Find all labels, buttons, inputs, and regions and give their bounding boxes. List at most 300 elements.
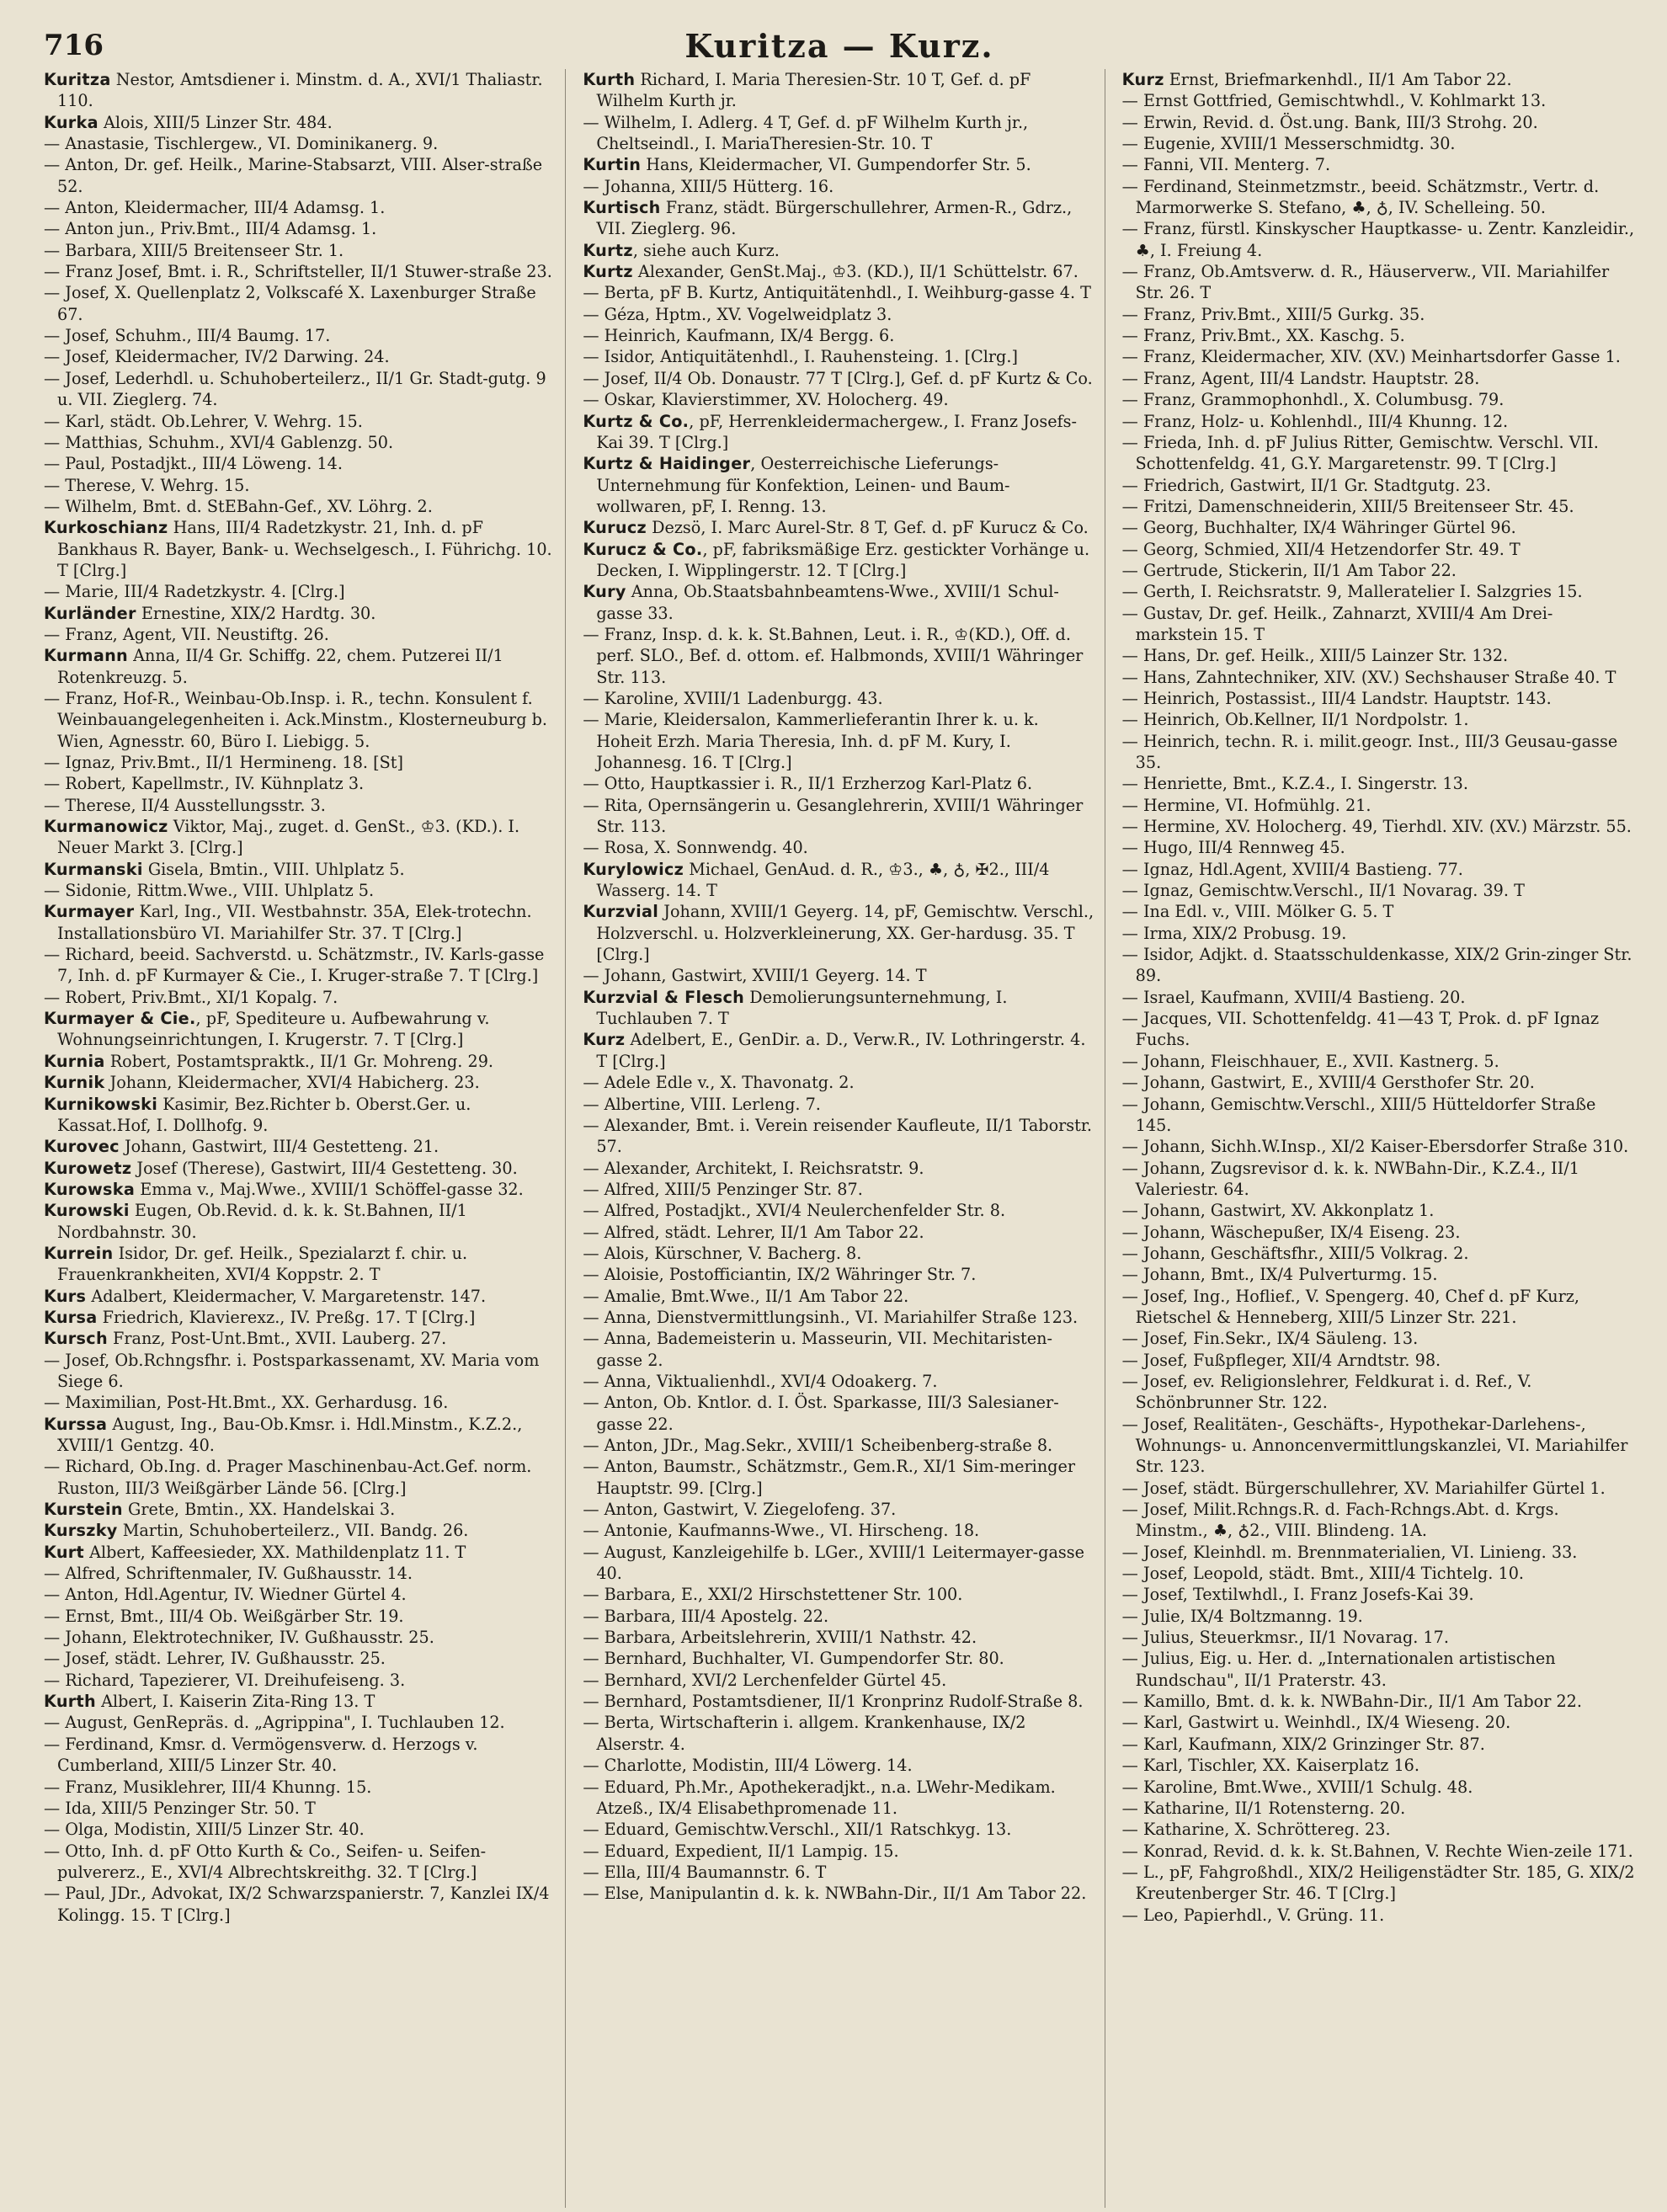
directory-entry	[1122, 112, 1635, 133]
entry-text: — Katharine, II/1 Rotensterng. 20.	[1121, 1798, 1406, 1818]
entry-name: Kurssa	[44, 1414, 108, 1434]
directory-entry	[1122, 1627, 1635, 1648]
entry-text: — Johann, Elektrotechniker, IV. Gußhausstr. 25.	[44, 1628, 434, 1648]
entry-text: — Johann, Geschäftsfhr., XIII/5 Volkrag. 2.	[1121, 1243, 1469, 1263]
entry-text: — Franz, Grammophonhdl., X. Columbusg. 79.	[1121, 390, 1505, 410]
entry-text: Eugen, Ob.Revid. d. k. k. St.Bahnen, II/1 Nordbahnstr. 30.	[57, 1201, 467, 1242]
entry-text: — Ignaz, Hdl.Agent, XVIII/4 Bastieng. 77.	[1121, 859, 1463, 879]
entry-text: — Ernst, Bmt., III/4 Ob. Weißgärber Str. 19.	[44, 1606, 404, 1626]
entry-text: — Adele Edle v., X. Thavonatg. 2.	[583, 1073, 855, 1093]
directory-entry	[583, 346, 1095, 367]
entry-text: — Antonie, Kaufmanns-Wwe., VI. Hirscheng. 18.	[583, 1521, 980, 1541]
directory-entry	[583, 1222, 1095, 1243]
directory-entry	[583, 261, 1095, 282]
directory-entry	[583, 795, 1095, 838]
directory-entry	[44, 1158, 557, 1179]
directory-entry	[583, 1243, 1095, 1264]
directory-entry	[44, 1712, 557, 1733]
directory-entry	[1122, 837, 1635, 858]
entry-text: — Fritzi, Damenschneiderin, XIII/5 Breitenseer Str. 45.	[1121, 496, 1574, 516]
directory-entry	[44, 645, 557, 688]
directory-entry	[1122, 1328, 1635, 1349]
directory-entry	[1122, 795, 1635, 816]
entry-text: — Alfred, Postadjkt., XVI/4 Neulerchenfelder Str. 8.	[583, 1201, 1006, 1221]
entry-text: — Anton, Hdl.Agentur, IV. Wiedner Gürtel 4.	[44, 1585, 407, 1605]
entry-text: — Karoline, Bmt.Wwe., XVIII/1 Schulg. 48.	[1121, 1777, 1473, 1797]
directory-entry	[1122, 603, 1635, 646]
directory-entry	[583, 773, 1095, 794]
directory-entry	[583, 1712, 1095, 1755]
directory-entry	[1122, 1648, 1635, 1691]
entry-name: Kurnikowski	[44, 1094, 158, 1114]
directory-entry	[1122, 154, 1635, 175]
entry-text: — Barbara, E., XXI/2 Hirschstettener Str. 100.	[583, 1585, 963, 1605]
entry-text: Emma v., Maj.Wwe., XVIII/1 Schöffel-gasse 32.	[135, 1179, 524, 1199]
entry-name: Kurmann	[44, 646, 129, 666]
directory-entry	[583, 1755, 1095, 1776]
directory-entry	[1122, 1841, 1635, 1862]
entry-text: — Fanni, VII. Menterg. 7.	[1121, 155, 1331, 175]
entry-text: Alexander, GenSt.Maj., ♔3. (KD.), II/1 Schüttelstr. 67.	[632, 262, 1078, 282]
directory-entry	[44, 1670, 557, 1691]
directory-entry	[44, 987, 557, 1008]
entry-text: — Bernhard, XVI/2 Lerchenfelder Gürtel 45.	[583, 1670, 947, 1690]
entry-text: — Heinrich, Postassist., III/4 Landstr. Hauptstr. 143.	[1121, 688, 1552, 708]
directory-entry	[44, 1072, 557, 1093]
directory-entry	[1122, 1008, 1635, 1051]
entry-text: — Anastasie, Tischlergew., VI. Dominikanerg. 9.	[44, 134, 439, 154]
entry-name: Kursch	[44, 1329, 108, 1349]
entry-text: — Erwin, Revid. d. Öst.ung. Bank, III/3 Strohg. 20.	[1121, 112, 1538, 132]
directory-entry	[1122, 944, 1635, 987]
directory-entry	[1122, 1264, 1635, 1285]
entry-text: — Franz, Insp. d. k. k. St.Bahnen, Leut. i. R., ♔(KD.), Off. d. perf. SLO., Bef. d. ottom. ef. Halbmonds, XVIII/1 Währinger Str. 113.	[583, 624, 1084, 687]
directory-entry	[583, 154, 1095, 175]
entry-text: — Irma, XIX/2 Probusg. 19.	[1121, 923, 1347, 943]
entry-text: Franz, städt. Bürgerschullehrer, Armen-R., Gdrz., VII. Zieglerg. 96.	[596, 198, 1073, 239]
directory-entry	[44, 1392, 557, 1413]
directory-entry	[583, 176, 1095, 197]
directory-entry	[1122, 987, 1635, 1008]
directory-entry	[44, 1777, 557, 1798]
entry-text: — Gerth, I. Reichsratstr. 9, Malleratelier I. Salzgries 15.	[1121, 582, 1583, 602]
entry-text: — Israel, Kaufmann, XVIII/4 Bastieng. 20.	[1121, 987, 1466, 1007]
directory-entry	[1122, 923, 1635, 944]
directory-entry	[583, 411, 1095, 454]
directory-entry	[1122, 1414, 1635, 1478]
entry-text: Ernestine, XIX/2 Hardtg. 30.	[136, 603, 376, 623]
entry-name: Kurt	[44, 1542, 85, 1562]
entry-name: Kurtz & Haidinger	[583, 454, 751, 474]
entry-text: — Ferdinand, Steinmetzmstr., beeid. Schätzmstr., Vertr. d. Marmorwerke S. Stefano, ♣, ♁, IV. Schelleing. 50.	[1121, 176, 1600, 218]
entry-name: Kurz	[583, 1030, 626, 1050]
entry-text: — Josef, Leopold, städt. Bmt., XIII/4 Tichtelg. 10.	[1121, 1564, 1525, 1584]
entry-text: — L., pF, Fahgroßhdl., XIX/2 Heiligenstädter Str. 185, G. XIX/2 Kreutenberger Str. 46. T [Clrg.]	[1121, 1862, 1635, 1904]
entry-text: — Josef, Textilwhdl., I. Franz Josefs-Kai 39.	[1121, 1585, 1474, 1605]
entry-text: — Hans, Zahntechniker, XIV. (XV.) Sechshauser Straße 40. T	[1121, 667, 1616, 687]
column-3	[1122, 69, 1635, 2208]
directory-entry	[44, 453, 557, 474]
entry-name: Kurtz & Co.	[583, 411, 690, 431]
directory-entry	[583, 517, 1095, 538]
entry-text: — Josef, Lederhdl. u. Schuhoberteilerz., II/1 Gr. Stadt-gutg. 9 u. VII. Zieglerg. 74.	[44, 368, 546, 410]
entry-name: Kurzvial & Flesch	[583, 987, 745, 1007]
entry-text: — Anna, Dienstvermittlungsinh., VI. Mariahilfer Straße 123.	[583, 1307, 1078, 1327]
entry-name: Kurstein	[44, 1500, 123, 1520]
entry-text: — Franz, Agent, VII. Neustiftg. 26.	[44, 624, 329, 644]
directory-entry	[583, 1883, 1095, 1904]
directory-entry	[44, 1328, 557, 1349]
directory-entry	[44, 1542, 557, 1563]
entry-text: Richard, I. Maria Theresien-Str. 10 T, Gef. d. pF Wilhelm Kurth jr.	[596, 70, 1031, 111]
entry-text: — Franz, Priv.Bmt., XX. Kaschg. 5.	[1121, 326, 1405, 346]
entry-name: Kurländer	[44, 603, 136, 623]
entry-text: Anna, II/4 Gr. Schiffg. 22, chem. Putzerei II/1 Rotenkreuzg. 5.	[57, 646, 503, 687]
directory-entry	[1122, 581, 1635, 602]
entry-text: — Anton, Baumstr., Schätzmstr., Gem.R., XI/1 Sim-meringer Hauptstr. 99. [Clrg.]	[583, 1457, 1075, 1498]
entry-text: — Isidor, Adjkt. d. Staatsschuldenkasse, XIX/2 Grin-zinger Str. 89.	[1121, 945, 1632, 986]
directory-entry	[1122, 1243, 1635, 1264]
entry-text: — Josef, Kleinhdl. m. Brennmaterialien, VI. Linieng. 33.	[1121, 1542, 1578, 1562]
entry-name: Kurylowicz	[583, 859, 684, 879]
directory-entry	[583, 1841, 1095, 1862]
entry-text: — Eduard, Gemischtw.Verschl., XII/1 Ratschkyg. 13.	[583, 1820, 1012, 1840]
entry-name: Kurmanski	[44, 859, 143, 879]
entry-name: Kurtz	[583, 262, 633, 282]
directory-entry	[44, 1648, 557, 1669]
entry-text: — Karl, Kaufmann, XIX/2 Grinzinger Str. 87.	[1121, 1734, 1485, 1754]
directory-entry	[583, 709, 1095, 773]
directory-entry	[1122, 90, 1635, 111]
entry-text: Johann, Kleidermacher, XVI/4 Habicherg. 23.	[104, 1073, 480, 1093]
entry-text: — Matthias, Schuhm., XVI/4 Gablenzg. 50.	[44, 432, 394, 452]
entry-text: Ernst, Briefmarkenhdl., II/1 Am Tabor 22.	[1164, 70, 1512, 89]
directory-entry	[44, 1798, 557, 1819]
entry-text: — Julius, Steuerkmsr., II/1 Novarag. 17.	[1121, 1628, 1449, 1648]
directory-entry	[1122, 1478, 1635, 1499]
directory-entry	[1122, 1350, 1635, 1371]
directory-entry	[44, 752, 557, 773]
entry-text: — Wilhelm, Bmt. d. StEBahn-Gef., XV. Löhrg. 2.	[44, 496, 433, 516]
directory-entry	[1122, 1371, 1635, 1414]
entry-text: — Johann, Gemischtw.Verschl., XIII/5 Hütteldorfer Straße 145.	[1121, 1094, 1596, 1135]
directory-entry	[44, 218, 557, 239]
directory-entry	[1122, 1051, 1635, 1072]
entry-text: — Eugenie, XVIII/1 Messerschmidtg. 30.	[1121, 134, 1456, 154]
entry-text: — Eduard, Ph.Mr., Apothekeradjkt., n.a. LWehr-Medikam. Atzeß., IX/4 Elisabethpromenade 11.	[583, 1777, 1056, 1818]
directory-entry	[583, 240, 1095, 261]
directory-entry	[1122, 773, 1635, 794]
directory-entry	[44, 133, 557, 154]
directory-entry	[1122, 1798, 1635, 1819]
directory-entry	[1122, 1734, 1635, 1755]
page-number: 716	[44, 29, 104, 62]
directory-entry	[583, 389, 1095, 410]
entry-text: Anna, Ob.Staatsbahnbeamtens-Wwe., XVIII/1 Schul-gasse 33.	[596, 582, 1059, 623]
entry-text: Albert, Kaffeesieder, XX. Mathildenplatz 11. T	[84, 1542, 466, 1562]
directory-entry	[583, 1862, 1095, 1883]
directory-entry	[1122, 1691, 1635, 1712]
directory-entry	[583, 1307, 1095, 1328]
directory-entry	[583, 1072, 1095, 1093]
entry-text: — Karl, Tischler, XX. Kaiserplatz 16.	[1121, 1756, 1419, 1776]
entry-text: — Hermine, XV. Holocherg. 49, Tierhdl. XIV. (XV.) Märzstr. 55.	[1121, 817, 1632, 837]
entry-text: — Paul, Postadjkt., III/4 Löweng. 14.	[44, 454, 343, 474]
directory-entry	[583, 539, 1095, 582]
entry-text: Friedrich, Klavierexz., IV. Preßg. 17. T [Clrg.]	[97, 1307, 476, 1327]
entry-text: Adalbert, Kleidermacher, V. Margaretenstr. 147.	[86, 1286, 487, 1306]
entry-name: Kurowski	[44, 1201, 130, 1221]
directory-entry	[583, 987, 1095, 1030]
entry-text: Martin, Schuhoberteilerz., VII. Bandg. 26.	[117, 1521, 469, 1541]
entry-name: Kurmayer	[44, 902, 135, 922]
directory-entry	[1122, 261, 1635, 304]
entry-name: Kuritza	[44, 70, 111, 89]
entry-text: , pF, Herrenkleidermachergew., I. Franz Josefs-Kai 39. T [Clrg.]	[596, 411, 1077, 452]
entry-name: Kurkoschianz	[44, 518, 168, 538]
directory-entry	[583, 1264, 1095, 1285]
entry-text: Johann, XVIII/1 Geyerg. 14, pF, Gemischtw. Verschl., Holzverschl. u. Holzverkleinerung, XX. Ger-hardusg. 35. T [Clrg.]	[596, 902, 1094, 965]
entry-text: — Hugo, III/4 Rennweg 45.	[1121, 838, 1345, 858]
entry-text: — Anton, Dr. gef. Heilk., Marine-Stabsarzt, VIII. Alser-straße 52.	[44, 155, 543, 196]
directory-entry	[583, 688, 1095, 709]
entry-name: Kurnik	[44, 1073, 105, 1093]
entry-text: — Marie, III/4 Radetzkystr. 4. [Clrg.]	[44, 582, 345, 602]
entry-text: — Anton, Kleidermacher, III/4 Adamsg. 1.	[44, 198, 386, 218]
directory-entry	[583, 1200, 1095, 1221]
directory-entry	[583, 1456, 1095, 1499]
directory-entry	[583, 1371, 1095, 1392]
directory-entry	[583, 112, 1095, 155]
directory-entry	[583, 1648, 1095, 1669]
directory-entry	[1122, 667, 1635, 688]
entry-name: Kurszky	[44, 1521, 118, 1541]
directory-entry	[1122, 901, 1635, 922]
directory-entry	[583, 1286, 1095, 1307]
directory-entry	[44, 1136, 557, 1157]
entry-text: — Anton, JDr., Mag.Sekr., XVIII/1 Scheibenberg-straße 8.	[583, 1436, 1053, 1455]
entry-text: — Gustav, Dr. gef. Heilk., Zahnarzt, XVIII/4 Am Drei-markstein 15. T	[1121, 603, 1553, 644]
entry-text: Robert, Postamtspraktk., II/1 Gr. Mohreng. 29.	[104, 1051, 494, 1071]
directory-entry	[1122, 475, 1635, 496]
directory-entry	[44, 1883, 557, 1926]
directory-entry	[1122, 1862, 1635, 1905]
directory-entry	[1122, 389, 1635, 410]
entry-text: — Richard, Tapezierer, VI. Dreihufeiseng. 3.	[44, 1670, 406, 1690]
entry-name: Kurtin	[583, 155, 642, 175]
entry-text: — Alfred, Schriftenmaler, IV. Gußhausstr. 14.	[44, 1564, 413, 1584]
directory-entry	[1122, 859, 1635, 880]
entry-text: — Julie, IX/4 Boltzmanng. 19.	[1121, 1606, 1363, 1626]
entry-text: — Alois, Kürschner, V. Bacherg. 8.	[583, 1243, 862, 1263]
entry-text: — Franz, fürstl. Kinskyscher Hauptkasse- u. Zentr. Kanzleidir., ♣, I. Freiung 4.	[1121, 219, 1635, 260]
entry-text: — Karl, städt. Ob.Lehrer, V. Wehrg. 15.	[44, 411, 363, 431]
entry-text: — Oskar, Klavierstimmer, XV. Holocherg. 49.	[583, 390, 949, 410]
entry-text: Demolierungsunternehmung, I. Tuchlauben 7. T	[596, 987, 1008, 1029]
entry-name: Kurowska	[44, 1179, 136, 1199]
entry-text: — Josef, ev. Religionslehrer, Feldkurat i. d. Ref., V. Schönbrunner Str. 122.	[1121, 1371, 1532, 1413]
entry-text: Gisela, Bmtin., VIII. Uhlplatz 5.	[142, 859, 405, 879]
directory-entry	[1122, 539, 1635, 560]
entry-text: — Wilhelm, I. Adlerg. 4 T, Gef. d. pF Wilhelm Kurth jr., Cheltseindl., I. MariaTheresien-Str. 10. T	[583, 112, 1029, 154]
entry-text: — Josef, Ob.Rchngsfhr. i. Postsparkassenamt, XV. Maria vom Siege 6.	[44, 1350, 540, 1391]
entry-name: Kurmayer & Cie.	[44, 1009, 196, 1029]
directory-entry	[1122, 1606, 1635, 1627]
directory-entry	[44, 475, 557, 496]
directory-entry	[1122, 1158, 1635, 1201]
directory-entry	[44, 1563, 557, 1584]
directory-entry	[583, 1094, 1095, 1115]
directory-entry	[1122, 411, 1635, 432]
directory-entry	[1122, 1712, 1635, 1733]
entry-text: , pF, Spediteure u. Aufbewahrung v. Wohnungseinrichtungen, I. Krugerstr. 7. T [Clrg.]	[57, 1009, 490, 1050]
entry-text: — Konrad, Revid. d. k. k. St.Bahnen, V. Rechte Wien-zeile 171.	[1121, 1841, 1633, 1861]
entry-text: Adelbert, E., GenDir. a. D., Verw.R., IV. Lothringerstr. 4. T [Clrg.]	[596, 1030, 1086, 1071]
directory-entry	[1122, 1499, 1635, 1542]
entry-text: , Oesterreichische Lieferungs-Unternehmung für Konfektion, Leinen- und Baum-wollwaren, pF, I. Renng. 13.	[596, 454, 1010, 516]
directory-entry	[1122, 1563, 1635, 1584]
entry-text: — Josef, städt. Bürgerschullehrer, XV. Mariahilfer Gürtel 1.	[1121, 1478, 1606, 1498]
entry-text: — Georg, Schmied, XII/4 Hetzendorfer Str. 49. T	[1121, 539, 1521, 559]
directory-entry	[44, 69, 557, 112]
directory-entry	[44, 944, 557, 987]
directory-entry	[583, 1499, 1095, 1520]
directory-entry	[44, 1286, 557, 1307]
entry-text: — Hans, Dr. gef. Heilk., XIII/5 Lainzer Str. 132.	[1121, 646, 1509, 666]
entry-text: — Johann, Gastwirt, XVIII/1 Geyerg. 14. T	[583, 966, 927, 986]
directory-entry	[44, 1606, 557, 1627]
directory-entry	[583, 1777, 1095, 1820]
entry-text: Grete, Bmtin., XX. Handelskai 3.	[122, 1500, 396, 1520]
directory-entry	[44, 1051, 557, 1072]
entry-text: — Barbara, III/4 Apostelg. 22.	[583, 1606, 829, 1626]
entry-text: — Karl, Gastwirt u. Weinhdl., IX/4 Wieseng. 20.	[1121, 1713, 1511, 1733]
entry-text: Franz, Post-Unt.Bmt., XVII. Lauberg. 27.	[107, 1329, 447, 1349]
directory-entry	[1122, 645, 1635, 666]
directory-entry	[44, 1841, 557, 1884]
directory-entry	[44, 1627, 557, 1648]
entry-text: — Barbara, Arbeitslehrerin, XVIII/1 Nathstr. 42.	[583, 1628, 977, 1648]
columns	[44, 69, 1635, 2208]
directory-entry	[583, 1115, 1095, 1158]
directory-entry	[44, 432, 557, 453]
entry-text: Karl, Ing., VII. Westbahnstr. 35A, Elek-trotechn. Installationsbüro VI. Mariahilfer Str. 37. T [Clrg.]	[57, 902, 532, 943]
directory-entry	[1122, 218, 1635, 261]
entry-text: , siehe auch Kurz.	[632, 240, 780, 260]
directory-entry	[44, 346, 557, 367]
entry-name: Kurth	[44, 1692, 96, 1712]
directory-entry	[44, 880, 557, 901]
entry-text: — Ignaz, Priv.Bmt., II/1 Hermineng. 18. [St]	[44, 753, 403, 772]
directory-entry	[583, 304, 1095, 325]
directory-entry	[44, 325, 557, 346]
page-header	[44, 25, 1635, 69]
entry-text: — Alexander, Bmt. i. Verein reisender Kaufleute, II/1 Taborstr. 57.	[583, 1115, 1093, 1157]
directory-entry	[44, 1456, 557, 1499]
directory-entry	[44, 1691, 557, 1712]
entry-name: Kurnia	[44, 1051, 105, 1071]
entry-text: — Ferdinand, Kmsr. d. Vermögensverw. d. Herzogs v. Cumberland, XIII/5 Linzer Str. 40.	[44, 1734, 478, 1776]
entry-text: — Kamillo, Bmt. d. k. k. NWBahn-Dir., II/1 Am Tabor 22.	[1121, 1692, 1582, 1712]
entry-text: — Therese, II/4 Ausstellungsstr. 3.	[44, 795, 326, 815]
entry-text: — Rosa, X. Sonnwendg. 40.	[583, 838, 808, 858]
entry-text: — Josef, Schuhm., III/4 Baumg. 17.	[44, 326, 331, 346]
entry-text: — Otto, Inh. d. pF Otto Kurth & Co., Seifen- u. Seifen-pulvererz., E., XVI/4 Albrechtskreithg. 32. T [Clrg.]	[44, 1841, 487, 1882]
entry-text: — Maximilian, Post-Ht.Bmt., XX. Gerhardusg. 16.	[44, 1393, 449, 1413]
directory-entry	[1122, 1819, 1635, 1840]
entry-text: — Anton, Gastwirt, V. Ziegelofeng. 37.	[583, 1500, 897, 1520]
entry-text: — Paul, JDr., Advokat, IX/2 Schwarzspanierstr. 7, Kanzlei IX/4 Kolingg. 15. T [Clrg.]	[44, 1884, 550, 1925]
entry-text: — Ina Edl. v., VIII. Mölker G. 5. T	[1121, 902, 1394, 922]
directory-entry	[1122, 432, 1635, 475]
entry-text: — Jacques, VII. Schottenfeldg. 41—43 T, Prok. d. pF Ignaz Fuchs.	[1121, 1009, 1600, 1050]
entry-text: — Therese, V. Wehrg. 15.	[44, 475, 250, 495]
directory-entry	[44, 773, 557, 794]
entry-name: Kurtz	[583, 240, 633, 260]
entry-text: — Frieda, Inh. d. pF Julius Ritter, Gemischtw. Verschl. VII. Schottenfeldg. 41, G.Y. Margaretenstr. 99. T [Clrg.]	[1121, 432, 1599, 474]
directory-entry	[44, 282, 557, 325]
directory-entry	[583, 282, 1095, 303]
directory-entry	[44, 1499, 557, 1520]
entry-text: — Josef, Fin.Sekr., IX/4 Säuleng. 13.	[1121, 1329, 1419, 1349]
directory-entry	[44, 1094, 557, 1137]
directory-entry	[1122, 496, 1635, 517]
entry-text: — Richard, Ob.Ing. d. Prager Maschinenbau-Act.Gef. norm. Ruston, III/3 Weißgärber Lände 56. [Clrg.]	[44, 1457, 532, 1498]
entry-text: — Anton, Ob. Kntlor. d. I. Öst. Sparkasse, III/3 Salesianer-gasse 22.	[583, 1393, 1059, 1434]
entry-text: — Johann, Gastwirt, E., XVIII/4 Gersthofer Str. 20.	[1121, 1073, 1535, 1093]
entry-text: — Johann, Zugsrevisor d. k. k. NWBahn-Dir., K.Z.4., II/1 Valeriestr. 64.	[1121, 1158, 1580, 1199]
entry-text: — Albertine, VIII. Lerleng. 7.	[583, 1094, 821, 1114]
entry-name: Kurucz	[583, 518, 647, 538]
directory-entry	[583, 1670, 1095, 1691]
entry-text: — Robert, Priv.Bmt., XI/1 Kopalg. 7.	[44, 987, 338, 1007]
entry-text: — Leo, Papierhdl., V. Grüng. 11.	[1121, 1905, 1385, 1925]
directory-entry	[44, 1179, 557, 1200]
directory-entry	[1122, 176, 1635, 219]
entry-text: — Franz, Agent, III/4 Landstr. Hauptstr. 28.	[1121, 368, 1480, 388]
entry-text: — Rita, Opernsängerin u. Gesanglehrerin, XVIII/1 Währinger Str. 113.	[583, 795, 1084, 837]
directory-entry	[583, 901, 1095, 965]
entry-text: — Franz, Priv.Bmt., XIII/5 Gurkg. 35.	[1121, 304, 1425, 324]
entry-text: — Josef, Milit.Rchngs.R. d. Fach-Rchngs.Abt. d. Krgs. Minstm., ♣, ♁2., VIII. Blindeng. 1A.	[1121, 1500, 1559, 1541]
directory-entry	[583, 368, 1095, 389]
entry-name: Kurka	[44, 112, 99, 132]
directory-entry	[1122, 1755, 1635, 1776]
column-2	[583, 69, 1105, 2208]
directory-entry	[1122, 1542, 1635, 1563]
entry-text: — Géza, Hptm., XV. Vogelweidplatz 3.	[583, 304, 892, 324]
directory-entry	[583, 1542, 1095, 1585]
entry-text: — Georg, Buchhalter, IX/4 Währinger Gürtel 96.	[1121, 518, 1516, 538]
entry-text: — Bernhard, Buchhalter, VI. Gumpendorfer Str. 80.	[583, 1649, 1004, 1669]
entry-name: Kursa	[44, 1307, 98, 1327]
directory-entry	[583, 1029, 1095, 1072]
directory-entry	[1122, 69, 1635, 90]
directory-entry	[583, 325, 1095, 346]
entry-text: — Alexander, Architekt, I. Reichsratstr. 9.	[583, 1158, 924, 1178]
directory-entry	[44, 901, 557, 944]
entry-text: — Josef, Realitäten-, Geschäfts-, Hypothekar-Darlehens-, Wohnungs- u. Annoncenvermittlungskanzlei, VI. Mariahilfer Str. 123.	[1121, 1414, 1628, 1477]
entry-text: — Josef, Fußpfleger, XII/4 Arndtstr. 98.	[1121, 1350, 1441, 1370]
entry-text: Nestor, Amtsdiener i. Minstm. d. A., XVI/1 Thaliastr. 110.	[57, 70, 543, 111]
entry-text: — Amalie, Bmt.Wwe., II/1 Am Tabor 22.	[583, 1286, 909, 1306]
directory-entry	[44, 1008, 557, 1051]
directory-entry	[583, 859, 1095, 902]
entry-text: — Karoline, XVIII/1 Ladenburgg. 43.	[583, 688, 883, 708]
directory-entry	[1122, 688, 1635, 709]
directory-entry	[44, 1734, 557, 1777]
entry-text: Hans, III/4 Radetzkystr. 21, Inh. d. pF Bankhaus R. Bayer, Bank- u. Wechselgesch., I. Führichg. 10. T [Clrg.]	[57, 518, 552, 580]
